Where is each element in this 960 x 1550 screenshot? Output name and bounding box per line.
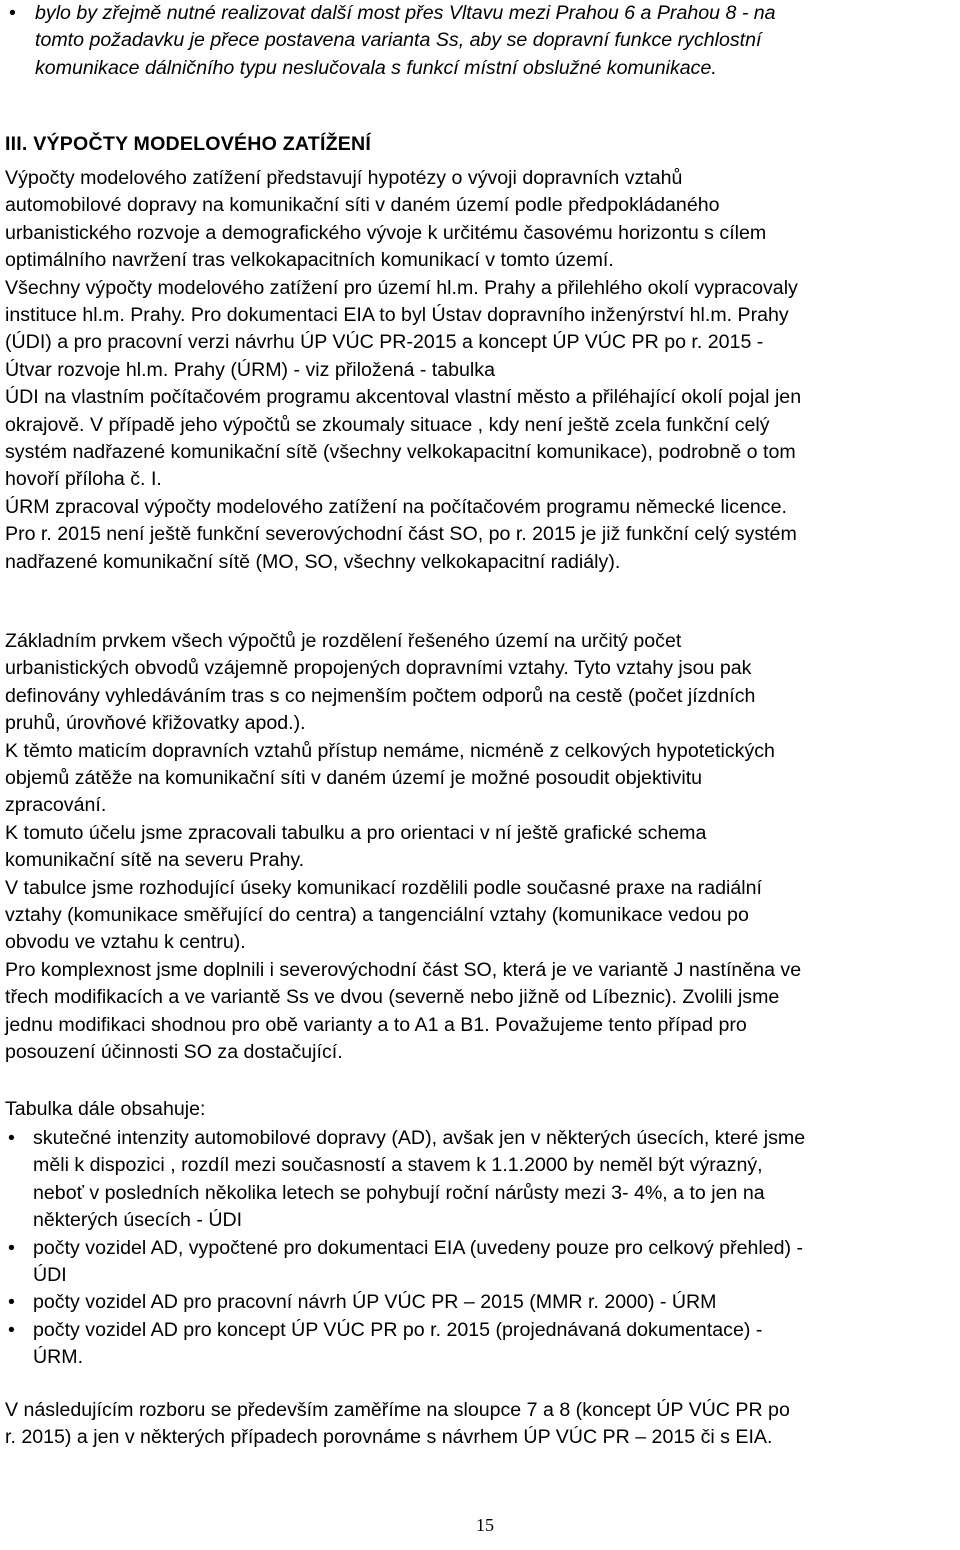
text-line: systém nadřazené komunikační sítě (všechny velkokapacitní komunikace), podrobně o tom [5, 441, 796, 464]
list-item-line: neboť v posledních několika letech se pohybují roční nárůsty mezi 3- 4%, a to jen na [33, 1181, 765, 1204]
intro-bullet-line: komunikace dálničního typu neslučovala s funkcí místní obslužné komunikace. [35, 56, 717, 79]
text-line: V tabulce jsme rozhodující úseky komunikací rozdělili podle současné praxe na radiální [5, 876, 762, 899]
list-item-line: skutečné intenzity automobilové dopravy (AD), avšak jen v některých úsecích, které jsme [33, 1127, 806, 1149]
bullet-icon: • [8, 1291, 15, 1314]
bullet-icon: • [8, 1236, 15, 1259]
text-line: vztahy (komunikace směřující do centra) a tangenciální vztahy (komunikace vedou po [5, 904, 749, 927]
text-line: pruhů, úrovňové křižovatky apod.). [5, 712, 306, 735]
intro-bullet-list [5, 0, 955, 82]
text-line: urbanistických obvodů vzájemně propojených dopravními vztahy. Tyto vztahy jsou pak [5, 657, 752, 680]
text-line: ÚDI na vlastním počítačovém programu akcentoval vlastní město a přiléhající okolí pojal jen [5, 386, 802, 409]
list-item-line: počty vozidel AD pro pracovní návrh ÚP VÚC PR – 2015 (MMR r. 2000) - ÚRM [33, 1291, 717, 1314]
text-line: Tabulka dále obsahuje: [5, 1098, 206, 1120]
paragraph-hypotheses [5, 165, 960, 576]
text-line: optimálního navržení tras velkokapacitních komunikací v tomto území. [5, 249, 614, 272]
text-line: hovoří příloha č. I. [5, 468, 162, 491]
text-line: ÚRM zpracoval výpočty modelového zatížení na počítačovém programu německé licence. [5, 495, 787, 518]
list-item-line: některých úsecích - ÚDI [33, 1209, 243, 1232]
text-line: Všechny výpočty modelového zatížení pro území hl.m. Prahy a přilehlého okolí vypracovaly [5, 276, 798, 299]
text-line: automobilové dopravy na komunikační síti v daném území podle předpokládaného [5, 194, 720, 217]
bullet-icon: • [9, 2, 16, 24]
list-item [5, 1317, 960, 1372]
list-item-line: ÚDI [33, 1264, 67, 1287]
text-line: Pro r. 2015 není ještě funkční severovýchodní část SO, po r. 2015 je již funkční celý systém [5, 523, 797, 546]
text-line: r. 2015) a jen v některých případech porovnáme s návrhem ÚP VÚC PR – 2015 či s EIA. [5, 1426, 773, 1449]
text-line: Útvar rozvoje hl.m. Prahy (ÚRM) - viz přiložená - tabulka [5, 358, 495, 381]
text-line: objemů zátěže na komunikační síti v daném území je možné posoudit objektivitu [5, 767, 703, 790]
bullet-icon: • [8, 1127, 15, 1149]
list-item [5, 1235, 960, 1290]
text-line: urbanistického rozvoje a demografického vývoje k určitému časovému horizontu s cílem [5, 221, 767, 244]
list-item [5, 1125, 960, 1235]
text-line: K těmto maticím dopravních vztahů přístup nemáme, nicméně z celkových hypotetických [5, 739, 775, 762]
text-line: nadřazené komunikační sítě (MO, SO, všechny velkokapacitní radiály). [5, 550, 621, 573]
list-item-line: měli k dispozici , rozdíl mezi současností a stavem k 1.1.2000 by neměl být výrazný, [33, 1154, 763, 1177]
text-line: V následujícím rozboru se především zaměříme na sloupce 7 a 8 (koncept ÚP VÚC PR po [5, 1399, 790, 1421]
list-item-line: počty vozidel AD, vypočtené pro dokumentaci EIA (uvedeny pouze pro celkový přehled) - [33, 1236, 804, 1259]
paragraph-analysis [5, 1397, 960, 1452]
section-heading: III. VÝPOČTY MODELOVÉHO ZATÍŽENÍ [5, 133, 372, 155]
page-number: 15 [476, 1515, 494, 1535]
text-line: jednu modifikaci shodnou pro obě varianty a to A1 a B1. Považujeme tento případ pro [5, 1013, 747, 1036]
list-item-line: počty vozidel AD pro koncept ÚP VÚC PR po r. 2015 (projednávaná dokumentace) - [33, 1318, 763, 1341]
text-line: posouzení účinnosti SO za dostačující. [5, 1041, 343, 1064]
intro-bullet-line: tomto požadavku je přece postavena varianta Ss, aby se dopravní funkce rychlostní [35, 29, 762, 52]
text-line: K tomuto účelu jsme zpracovali tabulku a pro orientaci v ní ještě grafické schema [5, 821, 707, 844]
paragraph-methodology [5, 628, 960, 1067]
paragraph-table-intro [5, 1096, 960, 1123]
list-item [5, 1289, 960, 1316]
text-line: definovány vyhledáváním tras s co nejmenším počtem odporů na cestě (počet jízdních [5, 684, 756, 707]
table-contents-list [5, 1125, 960, 1372]
intro-bullet-item [5, 0, 955, 82]
text-line: třech modifikacích a ve variantě Ss ve dvou (severně nebo jižně od Líbeznic). Zvolili jsme [5, 986, 780, 1009]
text-line: zpracování. [5, 794, 107, 817]
text-line: Základním prvkem všech výpočtů je rozdělení řešeného území na určitý počet [5, 630, 682, 652]
text-line: Pro komplexnost jsme doplnili i severovýchodní část SO, která je ve variantě J nastíněna ve [5, 958, 802, 981]
text-line: komunikační sítě na severu Prahy. [5, 849, 305, 872]
text-line: (ÚDI) a pro pracovní verzi návrhu ÚP VÚC PR-2015 a koncept ÚP VÚC PR po r. 2015 - [5, 331, 764, 354]
text-line: Výpočty modelového zatížení představují hypotézy o vývoji dopravních vztahů [5, 167, 683, 189]
text-line: okrajově. V případě jeho výpočtů se zkoumaly situace , kdy není ještě zcela funkční celý [5, 413, 770, 436]
bullet-icon: • [8, 1318, 15, 1341]
text-line: instituce hl.m. Prahy. Pro dokumentaci EIA to byl Ústav dopravního inženýrství hl.m. Prahy [5, 304, 789, 327]
text-line: obvodu ve vztahu k centru). [5, 931, 246, 954]
list-item-line: ÚRM. [33, 1346, 84, 1369]
intro-bullet-line: bylo by zřejmě nutné realizovat další most přes Vltavu mezi Prahou 6 a Prahou 8 - na [35, 2, 776, 24]
